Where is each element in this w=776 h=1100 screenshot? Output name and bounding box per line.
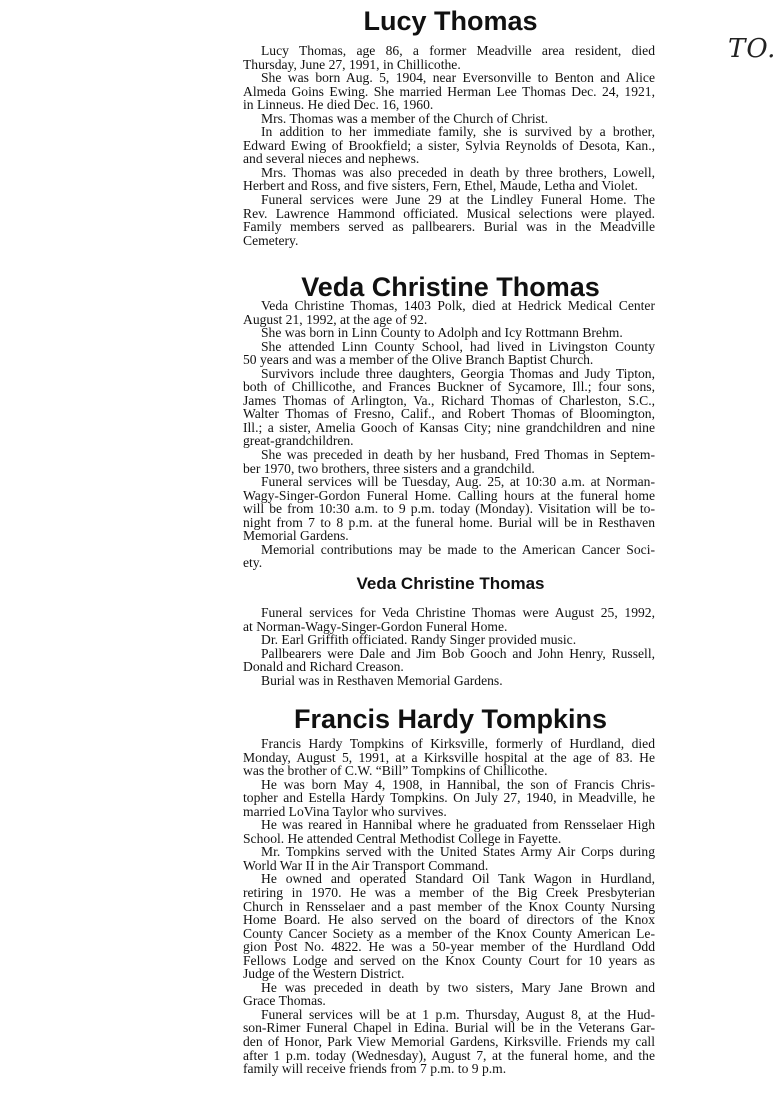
text-line: Funeral services for Veda Christine Thomas were August 25, 1992, bbox=[261, 605, 655, 620]
text-line: will be from 10:30 a.m. to 9 p.m. today (Monday). Visitation will be to- bbox=[243, 501, 655, 517]
text-line: He was preceded in death by two sisters, Mary Jane Brown and bbox=[261, 979, 655, 995]
text-line: Wagy-Singer-Gordon Funeral Home. Calling hours at the funeral home bbox=[243, 487, 655, 503]
paragraph bbox=[243, 125, 655, 166]
text-line: Donald and Richard Creason. bbox=[243, 659, 404, 675]
text-line: son-Rimer Funeral Chapel in Edina. Burial will be in the Veterans Gar- bbox=[243, 1020, 655, 1036]
text-line: Survivors include three daughters, Georgia Thomas and Judy Tipton, bbox=[261, 365, 655, 381]
text-line: She was born Aug. 5, 1904, near Eversonville to Benton and Alice bbox=[261, 70, 655, 86]
text-line: at Norman-Wagy-Singer-Gordon Funeral Home. bbox=[243, 618, 508, 634]
text-line: County Cancer Society as a member of the Knox County American Le- bbox=[243, 925, 655, 941]
paragraph bbox=[243, 606, 655, 633]
paragraph bbox=[243, 647, 655, 674]
handwritten-margin-note: TO. bbox=[728, 34, 776, 64]
text-line: Home Board. He also served on the board of directors of the Knox bbox=[243, 912, 655, 928]
text-line: and several nieces and nephews. bbox=[243, 151, 420, 167]
text-line: Walter Thomas of Fresno, Calif., and Robert Thomas of Bloomington, bbox=[243, 406, 655, 422]
text-line: Mr. Tompkins served with the United States Army Air Corps during bbox=[261, 844, 655, 860]
paragraph bbox=[243, 981, 655, 1008]
text-line: Memorial Gardens. bbox=[243, 528, 349, 544]
paragraph bbox=[243, 818, 655, 845]
text-line: Grace Thomas. bbox=[243, 993, 326, 1009]
text-line: Funeral services were June 29 at the Lindley Funeral Home. The bbox=[261, 192, 655, 208]
text-line: Fellows Lodge and served on the Knox County Court for 10 years as bbox=[243, 952, 655, 968]
text-line: married LoVina Taylor who survives. bbox=[243, 803, 447, 819]
text-line: ber 1970, two brothers, three sisters and a grandchild. bbox=[243, 460, 535, 476]
text-line: School. He attended Central Methodist College in Fayette. bbox=[243, 830, 562, 846]
text-line: Mrs. Thomas was also preceded in death by three brothers, Lowell, bbox=[261, 164, 655, 180]
text-line: James Thomas of Arlington, Va., Richard Thomas of Charleston, S.C., bbox=[243, 392, 655, 408]
text-line: She was preceded in death by her husband, Fred Thomas in Septem- bbox=[261, 447, 655, 463]
paragraph bbox=[243, 340, 655, 367]
text-line: Pallbearers were Dale and Jim Bob Gooch and John Henry, Russell, bbox=[261, 645, 655, 661]
text-line: Dr. Earl Griffith officiated. Randy Singer provided music. bbox=[261, 632, 577, 648]
text-line: Almeda Goins Ewing. She married Herman Lee Thomas Dec. 24, 1921, bbox=[243, 83, 655, 99]
text-line: August 21, 1992, at the age of 92. bbox=[243, 311, 428, 327]
text-line: Francis Hardy Tompkins of Kirksville, formerly of Hurdland, died bbox=[261, 736, 655, 751]
paragraph bbox=[243, 674, 655, 688]
paragraph bbox=[243, 193, 655, 247]
paragraph bbox=[243, 633, 655, 647]
obituary-title: Veda Christine Thomas bbox=[301, 272, 600, 302]
text-line: Herbert and Ross, and five sisters, Fern, Ethel, Maude, Letha and Violet. bbox=[243, 178, 638, 194]
text-line: Family members served as pallbearers. Burial was in the Meadville bbox=[243, 219, 655, 235]
paragraph bbox=[243, 1008, 655, 1076]
obituary-title: Francis Hardy Tompkins bbox=[293, 704, 608, 734]
text-line: He owned and operated Standard Oil Tank Wagon in Hurdland, bbox=[261, 871, 655, 887]
paragraph bbox=[243, 475, 655, 543]
paragraph bbox=[243, 166, 655, 193]
text-line: was the brother of C.W. “Bill” Tompkins of Chillicothe. bbox=[243, 763, 548, 779]
paragraph bbox=[243, 299, 655, 326]
text-line: both of Chillicothe, and Frances Buckner of Sycamore, Ill.; four sons, bbox=[243, 379, 655, 395]
text-line: family will receive friends from 7 p.m. to 9 p.m. bbox=[243, 1061, 507, 1077]
text-line: Monday, August 5, 1991, at a Kirksville hospital at the age of 83. He bbox=[243, 749, 655, 765]
text-line: great-grandchildren. bbox=[243, 433, 354, 449]
text-line: In addition to her immediate family, she is survived by a brother, bbox=[261, 124, 655, 140]
text-line: She attended Linn County School, had lived in Livingston County bbox=[261, 338, 655, 354]
paragraph bbox=[243, 44, 655, 71]
text-line: He was reared in Hannibal where he graduated from Rensselaer High bbox=[261, 817, 655, 833]
text-line: Mrs. Thomas was a member of the Church of Christ. bbox=[261, 110, 549, 126]
paragraph bbox=[243, 778, 655, 819]
paragraph bbox=[243, 448, 655, 475]
text-line: topher and Estella Hardy Tompkins. On July 27, 1940, in Meadville, he bbox=[243, 790, 655, 806]
text-line: Cemetery. bbox=[243, 232, 299, 248]
text-line: night from 7 to 8 p.m. at the funeral home. Burial will be in Resthaven bbox=[243, 514, 655, 530]
text-line: Burial was in Resthaven Memorial Gardens. bbox=[261, 672, 503, 688]
text-line: in Linneus. He died Dec. 16, 1960. bbox=[243, 97, 434, 113]
text-line: retiring in 1970. He was a member of the Big Creek Presbyterian bbox=[243, 885, 655, 901]
obituary-title: Lucy Thomas bbox=[363, 6, 538, 36]
paragraph bbox=[243, 367, 655, 448]
paragraph bbox=[243, 845, 655, 872]
text-line: 50 years and was a member of the Olive Branch Baptist Church. bbox=[243, 352, 594, 368]
text-line: Church in Rensselaer and a past member of the Knox County Nursing bbox=[243, 898, 655, 914]
paragraph bbox=[243, 71, 655, 112]
text-line: Rev. Lawrence Hammond officiated. Musical selections were played. bbox=[243, 205, 655, 221]
obituary-body bbox=[243, 44, 655, 247]
obituary-title: Veda Christine Thomas bbox=[356, 574, 545, 593]
text-line: Judge of the Western District. bbox=[243, 966, 405, 982]
paragraph bbox=[243, 543, 655, 570]
text-line: Veda Christine Thomas, 1403 Polk, died at Hedrick Medical Center bbox=[261, 298, 655, 313]
text-line: Funeral services will be at 1 p.m. Thursday, August 8, at the Hud- bbox=[261, 1006, 655, 1022]
text-line: He was born May 4, 1908, in Hannibal, the son of Francis Chris- bbox=[261, 776, 655, 792]
text-line: gion Post No. 4822. He was a 50-year member of the Hurdland Odd bbox=[243, 939, 655, 955]
obituary-body bbox=[243, 299, 655, 570]
text-line: Lucy Thomas, age 86, a former Meadville area resident, died bbox=[261, 43, 655, 58]
text-line: ety. bbox=[243, 555, 263, 571]
text-line: Ill.; a sister, Amelia Gooch of Kansas City; nine grandchildren and nine bbox=[243, 419, 655, 435]
text-line: Edward Ewing of Brookfield; a sister, Sylvia Reynolds of Desota, Kan., bbox=[243, 137, 655, 153]
paragraph bbox=[243, 112, 655, 126]
paragraph bbox=[243, 737, 655, 778]
text-line: Funeral services will be Tuesday, Aug. 25, at 10:30 a.m. at Norman- bbox=[261, 474, 655, 490]
paragraph bbox=[243, 872, 655, 980]
text-line: after 1 p.m. today (Wednesday), August 7, at the funeral home, and the bbox=[243, 1047, 655, 1063]
paragraph bbox=[243, 326, 655, 340]
text-line: den of Honor, Park View Memorial Gardens, Kirksville. Friends my call bbox=[243, 1034, 655, 1050]
text-line: World War II in the Air Transport Command. bbox=[243, 857, 489, 873]
obituary-body bbox=[243, 737, 655, 1076]
text-line: Memorial contributions may be made to the American Cancer Soci- bbox=[261, 541, 655, 557]
text-line: Thursday, June 27, 1991, in Chillicothe. bbox=[243, 56, 461, 72]
text-line: She was born in Linn County to Adolph and Icy Rottmann Brehm. bbox=[261, 325, 623, 341]
obituary-body bbox=[243, 606, 655, 687]
